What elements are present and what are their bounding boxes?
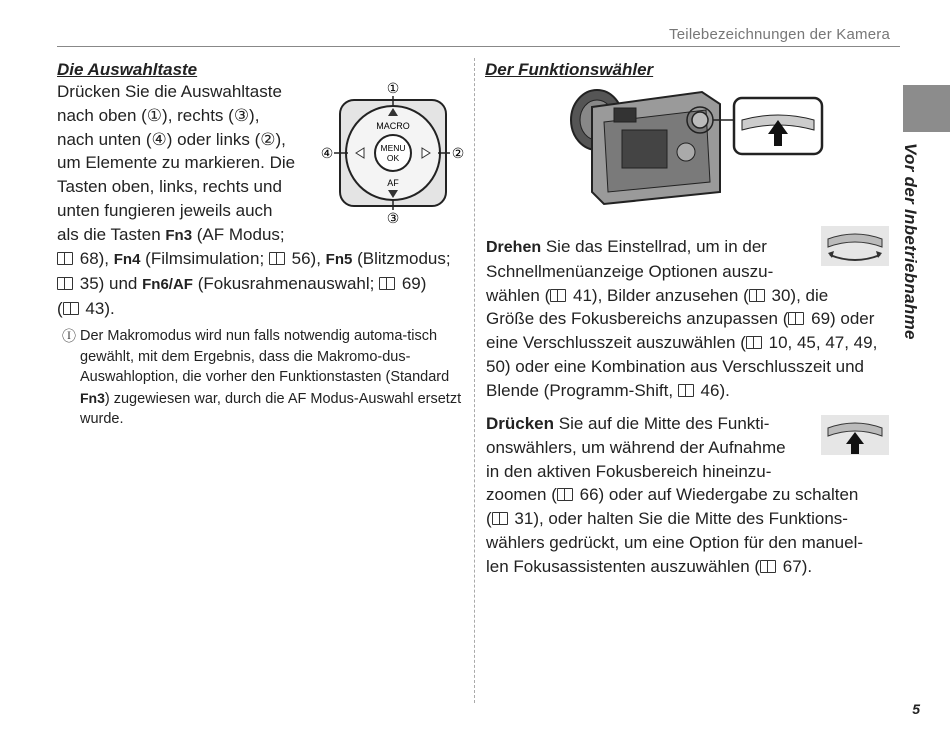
text-line xyxy=(57,272,467,297)
book-icon xyxy=(269,252,285,265)
book-icon xyxy=(788,312,804,325)
text-span: (Blitzmodus; xyxy=(352,249,451,268)
text-line xyxy=(486,412,896,436)
text-span: ( xyxy=(57,298,63,318)
section-tab xyxy=(903,85,950,132)
section-tab-label: Vor der Inbetriebnahme xyxy=(901,143,920,340)
fn6af-key: Fn6/AF xyxy=(142,275,193,293)
selector-diagram xyxy=(318,78,468,228)
text-span: Sie auf die Mitte des Funkti- xyxy=(554,414,770,433)
book-icon xyxy=(557,488,573,501)
drehen-keyword: Drehen xyxy=(486,239,542,256)
menu-label: MENU xyxy=(380,143,406,153)
camera-illustration xyxy=(562,82,824,210)
text-span: 31), oder halten Sie die Mitte des Funktions- xyxy=(514,509,848,529)
text-span: len Fokusassistenten auszuwählen ( xyxy=(486,556,761,576)
text-line xyxy=(486,483,896,507)
label-down: ③ xyxy=(386,210,400,226)
text-span: 69) xyxy=(401,273,427,293)
text-line: um Elemente zu markieren. Die xyxy=(57,153,296,173)
text-span: wählen ( xyxy=(486,285,551,305)
text-span: 66) oder auf Wiedergabe zu schalten xyxy=(579,485,859,505)
text-line: wählers gedrückt, um eine Option für den manuel- xyxy=(486,532,864,552)
heading-auswahltaste: Die Auswahltaste xyxy=(57,60,198,79)
text-span: 69) oder xyxy=(811,309,875,329)
selector-icon xyxy=(677,143,695,161)
book-icon xyxy=(550,289,566,302)
druecken-paragraph xyxy=(486,412,896,579)
section-tab-label-wrap xyxy=(900,143,930,353)
text-span: 35) und xyxy=(79,273,143,293)
book-icon xyxy=(57,277,73,290)
label-right: ② xyxy=(451,145,465,161)
text-span: (Filmsimulation; xyxy=(140,249,269,268)
text-line: 50) oder eine Kombination aus Verschlusszeit und xyxy=(486,356,865,376)
text-span: (AF Modus; xyxy=(192,224,285,244)
text-span: Größe des Fokusbereichs anzupassen ( xyxy=(486,309,789,329)
text-line xyxy=(486,235,896,260)
running-header: Teilebezeichnungen der Kamera xyxy=(669,26,890,43)
text-span: ) zugewiesen war, durch die AF Modus-Auswahl ersetzt wurde. xyxy=(80,390,462,428)
note-block xyxy=(62,326,462,430)
book-icon xyxy=(379,277,395,290)
book-icon xyxy=(57,252,73,265)
label-left: ④ xyxy=(320,145,334,161)
fn3-key: Fn3 xyxy=(80,389,105,406)
text-line: nach unten (④) oder links (②), xyxy=(57,129,286,149)
drehen-paragraph xyxy=(486,235,896,403)
text-line xyxy=(486,331,896,355)
text-line xyxy=(486,307,896,331)
fn5-key: Fn5 xyxy=(325,251,353,268)
book-icon xyxy=(746,336,762,349)
book-icon xyxy=(760,560,776,573)
text-line xyxy=(486,379,896,403)
macro-label: MACRO xyxy=(376,121,410,131)
text-line xyxy=(57,247,467,272)
book-icon xyxy=(749,289,765,302)
text-span: 56), xyxy=(291,249,326,268)
text-line: onswählers, um während der Aufnahme xyxy=(486,437,786,457)
druecken-keyword: Drücken xyxy=(486,414,555,433)
command-dial-icon xyxy=(692,112,708,128)
header-rule xyxy=(57,46,900,47)
text-span: (Fokusrahmenauswahl; xyxy=(192,273,380,293)
note-icon: Ⓘ xyxy=(62,328,76,344)
text-span: 46). xyxy=(700,380,730,400)
book-icon xyxy=(492,512,508,525)
page-number: 5 xyxy=(912,701,920,717)
text-span: ( xyxy=(486,509,492,529)
lcd-screen xyxy=(622,130,667,168)
text-span: 43). xyxy=(85,298,115,318)
fn3-key: Fn3 xyxy=(165,226,193,244)
text-span: 10, 45, 47, 49, xyxy=(768,333,878,353)
label-up: ① xyxy=(386,80,400,96)
column-divider xyxy=(474,58,475,703)
text-span: Der Makromodus wird nun falls notwendig automa-tisch gewählt, mit dem Ergebnis, dass die Makromo-dus-Auswahloption, die vorher den Funktionstasten (Standard xyxy=(80,328,450,386)
af-label: AF xyxy=(387,178,399,188)
text-line: nach oben (①), rechts (③), xyxy=(57,105,260,125)
text-span: eine Verschlusszeit auszuwählen ( xyxy=(486,333,746,353)
fn4-key: Fn4 xyxy=(113,251,141,268)
text-line xyxy=(486,284,896,308)
text-line xyxy=(57,297,467,321)
text-line: Schnellmenüanzeige Optionen auszu- xyxy=(486,261,774,281)
heading-funktionswaehler: Der Funktionswähler xyxy=(485,60,654,79)
book-icon xyxy=(63,302,79,315)
text-span: zoomen ( xyxy=(486,485,557,505)
text-span: als die Tasten xyxy=(57,224,166,244)
text-line: in den aktiven Fokusbereich hineinzu- xyxy=(486,461,772,481)
text-span: 30), die xyxy=(771,285,829,305)
text-span: 41), Bilder anzusehen ( xyxy=(573,285,749,305)
left-paragraph-top xyxy=(57,80,327,248)
text-line xyxy=(57,223,327,248)
text-line xyxy=(486,555,896,579)
text-line: unten fungieren jeweils auch xyxy=(57,200,273,220)
left-paragraph-bottom xyxy=(57,247,467,320)
text-span: Blende (Programm-Shift, xyxy=(486,380,678,400)
text-span: 67). xyxy=(782,556,813,576)
book-icon xyxy=(678,384,694,397)
text-span: 68), xyxy=(79,249,114,268)
ok-label: OK xyxy=(386,153,400,163)
text-line xyxy=(486,507,896,531)
note-text xyxy=(80,326,462,430)
text-span: Sie das Einstellrad, um in der xyxy=(541,237,767,256)
text-line: Drücken Sie die Auswahltaste xyxy=(57,82,282,101)
viewfinder xyxy=(614,108,636,122)
text-line: Tasten oben, links, rechts und xyxy=(57,177,282,197)
